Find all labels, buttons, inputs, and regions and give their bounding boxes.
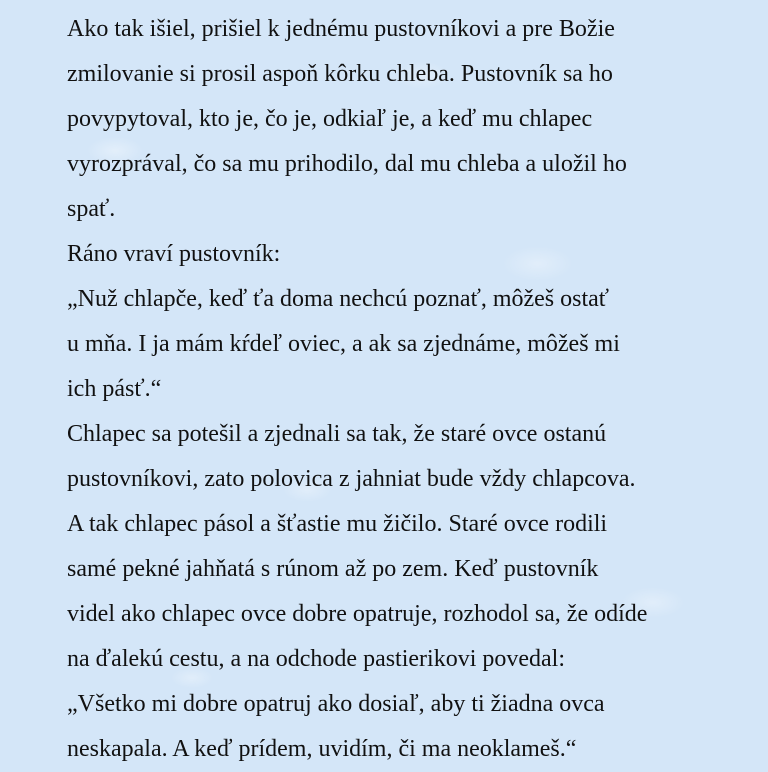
text-line: u mňa. I ja mám kŕdeľ oviec, a ak sa zjednáme, môžeš mi	[67, 331, 620, 357]
text-line: Chlapec sa potešil a zjednali sa tak, že staré ovce ostanú	[67, 421, 607, 447]
text-line: vyrozprával, čo sa mu prihodilo, dal mu chleba a uložil ho	[67, 151, 627, 177]
text-line: ich pásť.“	[67, 376, 162, 402]
text-line: A tak chlapec pásol a šťastie mu žičilo. Staré ovce rodili	[67, 511, 608, 537]
text-line: Ráno vraví pustovník:	[67, 241, 281, 267]
text-line: videl ako chlapec ovce dobre opatruje, rozhodol sa, že odíde	[67, 601, 648, 627]
text-line: pustovníkovi, zato polovica z jahniat bude vždy chlapcova.	[67, 466, 636, 492]
text-line: neskapala. A keď prídem, uvidím, či ma neoklameš.“	[67, 736, 577, 762]
text-line: povypytoval, kto je, čo je, odkiaľ je, a keď mu chlapec	[67, 106, 593, 132]
text-line: „Nuž chlapče, keď ťa doma nechcú poznať, môžeš ostať	[67, 286, 610, 312]
text-line: samé pekné jahňatá s rúnom až po zem. Keď pustovník	[67, 556, 599, 582]
text-line: spať.	[67, 196, 116, 222]
story-text	[67, 7, 747, 772]
text-line: „Všetko mi dobre opatruj ako dosiaľ, aby ti žiadna ovca	[67, 691, 605, 717]
text-line: Ako tak išiel, prišiel k jednému pustovníkovi a pre Božie	[67, 16, 615, 42]
text-line: na ďalekú cestu, a na odchode pastierikovi povedal:	[67, 646, 566, 672]
text-line: zmilovanie si prosil aspoň kôrku chleba. Pustovník sa ho	[67, 61, 613, 87]
